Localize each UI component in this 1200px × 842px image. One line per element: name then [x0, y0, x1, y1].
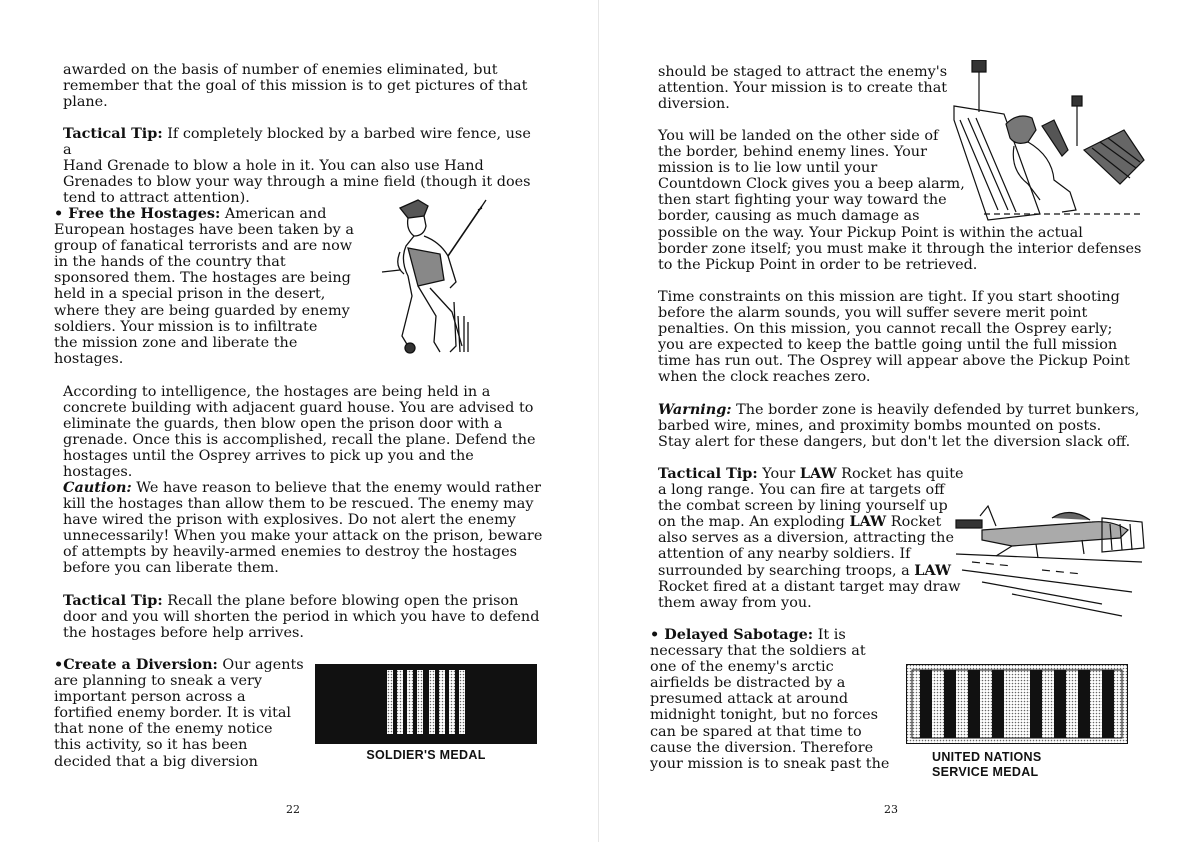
tactical-tip-1 [63, 126, 533, 206]
un-service-medal-ribbon [906, 664, 1128, 744]
bullet: • [54, 205, 69, 222]
law-tip-text: Rocket has quite a long range. You can fire at targets off the combat screen by lining yourself up on the map. An exploding [658, 466, 964, 531]
create-diversion-body: Our agents are planning to sneak a very important person across a fortified enemy border. It is vital that none of the enemy notice this activity, so it has been decided that a big diversion [54, 657, 304, 770]
free-hostages-heading: Free the Hostages: [68, 205, 221, 222]
law-term: LAW [849, 513, 887, 531]
diversion-continued: should be staged to attract the enemy's attention. Your mission is to create that diversion. [658, 64, 948, 113]
free-hostages-body: American and European hostages have been taken by a group of fanatical terrorists and are now in the hands of the country that sponsored them. The hostages are being held in a special prison in the desert, where they are being guarded by enemy soldiers. Your mission is to infiltrate the mission zone and liberate the hostages. [54, 206, 354, 367]
page-number-left: 22 [286, 803, 300, 816]
bullet: • [54, 656, 64, 673]
un-medal-caption [932, 750, 1102, 780]
bullet: • [650, 626, 665, 643]
un-medal-caption-line-1: UNITED NATIONS [932, 750, 1042, 764]
create-diversion-heading: Create a Diversion: [63, 656, 218, 673]
law-tip-text: Your [757, 466, 800, 482]
law-tip-heading: Tactical Tip: [658, 465, 758, 482]
page-number-right: 23 [884, 803, 898, 816]
intro-paragraph: awarded on the basis of number of enemies eliminated, but remember that the goal of this mission is to get pictures of that plane. [63, 62, 528, 111]
delayed-sabotage-heading: Delayed Sabotage: [664, 626, 814, 643]
soldier-illustration [378, 196, 496, 358]
warning-heading: Warning: [658, 401, 732, 418]
law-tip-text: Rocket fired at a distant target may draw them away from you. [658, 578, 961, 611]
warning-section [658, 402, 1158, 450]
law-tactical-tip [658, 466, 968, 611]
jet-fighter-illustration [952, 496, 1148, 622]
create-diversion-section [54, 657, 314, 770]
tactical-tip-2-heading: Tactical Tip: [63, 592, 163, 609]
landing-paragraph: You will be landed on the other side of the border, behind enemy lines. Your mission is to lie low until your Countdown Clock gives you a beep alarm, then start fighting your way toward the border, causing as much damage as possible on the way. Your Pickup Point is within the actual border zone itself; you must make it through the interior defenses to the Pickup Point in order to be retrieved. [658, 128, 1142, 273]
law-term: LAW [914, 561, 952, 579]
intelligence-paragraph: According to intelligence, the hostages are being held in a concrete building with adjacent guard house. You are advised to eliminate the guards, then blow open the prison door with a grenade. Once this is accomplished, recall the plane. Defend the hostages until the Osprey arrives to pick up you and the hostages. [63, 384, 536, 481]
law-tip-text: Rocket also serves as a diversion, attracting the attention of any nearby soldiers. If surrounded by searching troops, a [658, 514, 954, 579]
time-constraints-paragraph: Time constraints on this mission are tight. If you start shooting before the alarm sounds, you will suffer severe merit point penalties. On this mission, you cannot recall the Osprey early; you are expected to keep the battle going until the full mission time has run out. The Osprey will appear above the Pickup Point when the clock reaches zero. [658, 289, 1130, 386]
right-page [600, 0, 1200, 842]
tactical-tip-2-body: Recall the plane before blowing open the prison door and you will shorten the period in which you have to defend the hostages before help arrives. [63, 593, 540, 642]
un-medal-caption-line-2: SERVICE MEDAL [932, 765, 1039, 779]
delayed-sabotage-body: It is necessary that the soldiers at one of the enemy's arctic airfields be distracted by a presumed attack at around midnight tonight, but no forces can be spared at that time to cause the diversion. Therefore your mission is to sneak past the [650, 627, 890, 772]
warning-body: The border zone is heavily defended by turret bunkers, barbed wire, mines, and proximity bombs mounted on posts. Stay alert for these dangers, but don't let the diversion slack off. [658, 402, 1140, 451]
caution-body: We have reason to believe that the enemy would rather kill the hostages than allow them to be rescued. The enemy may have wired the prison with explosives. Do not alert the enemy unnecessarily! When you make your attack on the prison, beware of attempts by heavily-armed enemies to destroy the hostages before you can liberate them. [63, 480, 543, 577]
soldiers-medal-ribbon [315, 664, 537, 744]
caution-heading: Caution: [63, 479, 132, 496]
tactical-tip-1-body: If completely blocked by a barbed wire fence, use a Hand Grenade to blow a hole in it. You can also use Hand Grenades to blow your way through a mine field (though it does tend to attract attention). [63, 126, 531, 207]
delayed-sabotage-section [650, 627, 910, 772]
soldiers-medal-caption: SOLDIER'S MEDAL [366, 748, 486, 762]
caution-section [63, 480, 543, 577]
law-term: LAW [799, 465, 837, 482]
tactical-tip-2 [63, 593, 543, 641]
free-hostages-section [54, 206, 364, 367]
tactical-tip-1-heading: Tactical Tip: [63, 125, 163, 142]
